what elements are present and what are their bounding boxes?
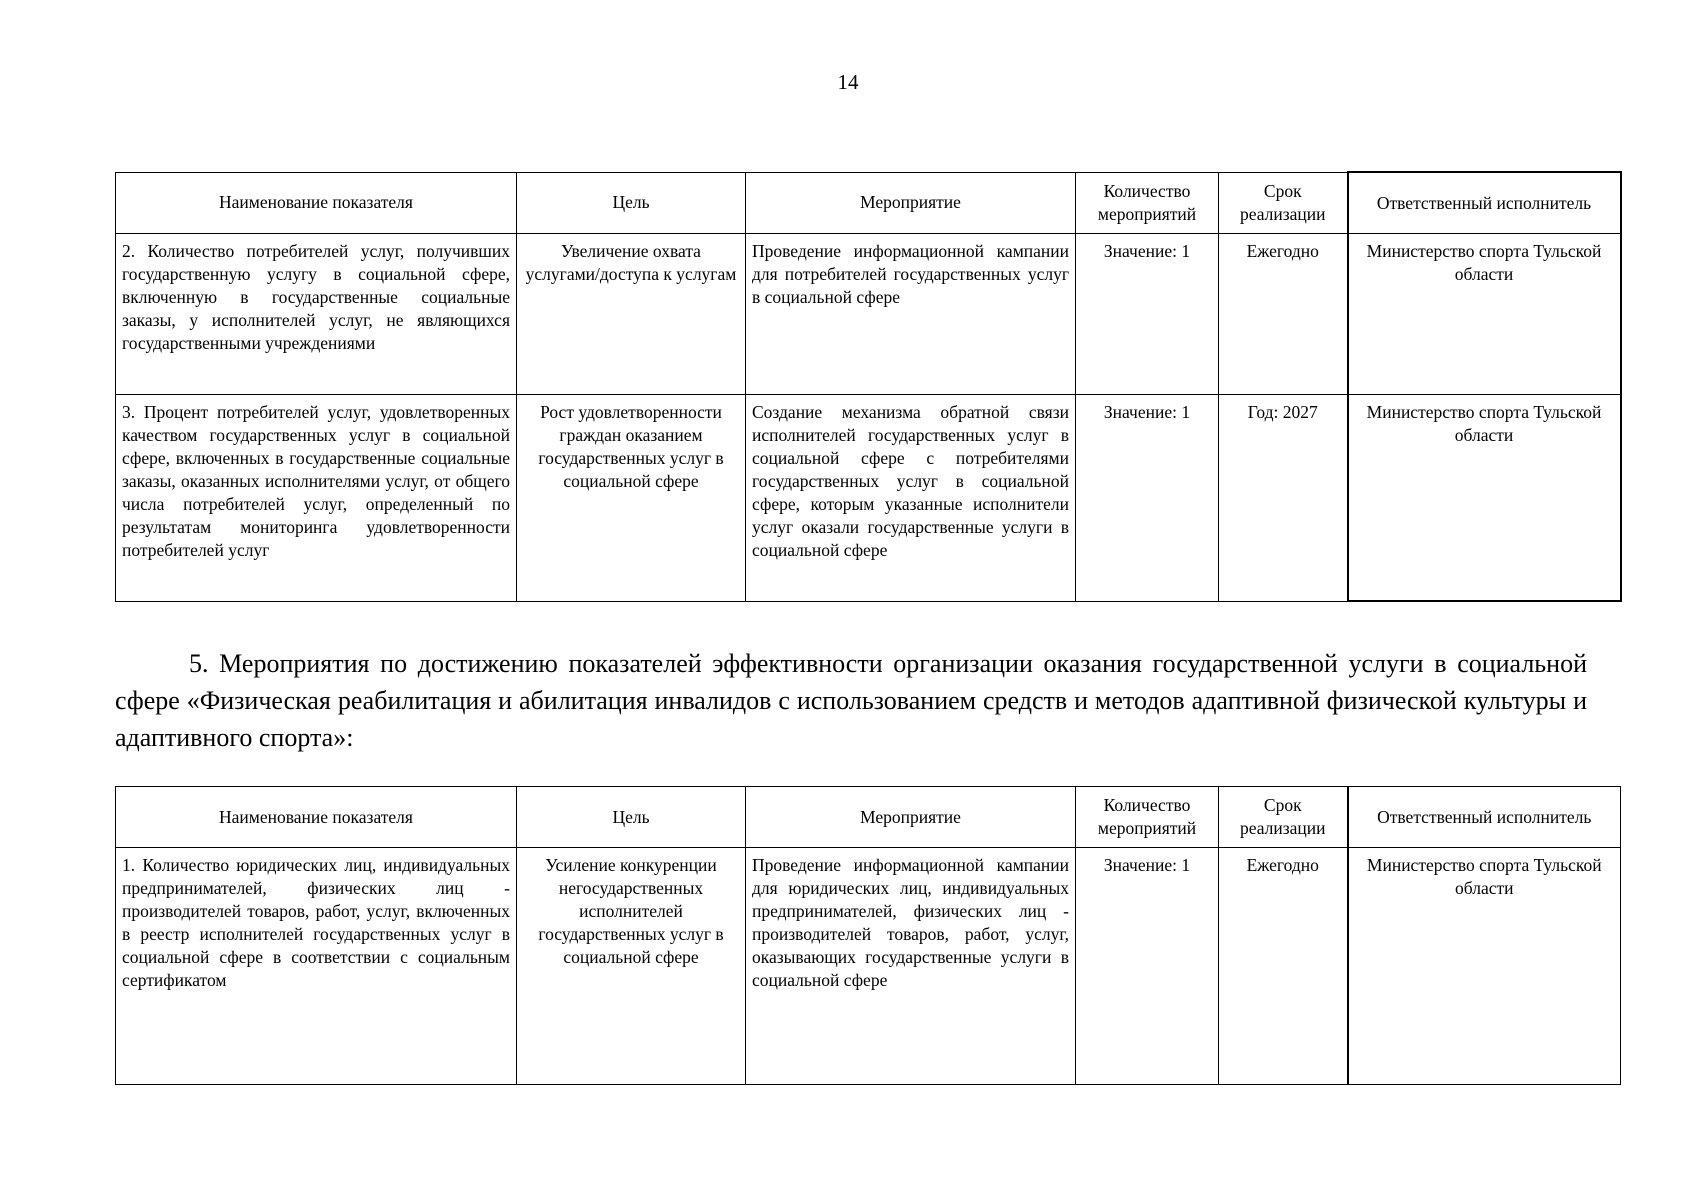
cell-executor: Министерство спорта Тульской области <box>1348 848 1621 1085</box>
header-executor: Ответственный исполнитель <box>1348 172 1621 234</box>
header-term: Срок реализации <box>1219 172 1348 234</box>
cell-count: Значение: 1 <box>1076 395 1219 602</box>
cell-goal: Увеличение охвата услугами/доступа к услугам <box>517 234 746 395</box>
indicators-table-2 <box>115 786 1621 1085</box>
header-term: Срок реализации <box>1219 787 1348 848</box>
cell-count: Значение: 1 <box>1076 234 1219 395</box>
table-row <box>116 395 1621 602</box>
indicators-table-1 <box>115 171 1622 602</box>
header-executor: Ответственный исполнитель <box>1348 787 1621 848</box>
cell-indicator: 2. Количество потребителей услуг, получивших государственную услугу в социальной сфере, включенную в государственные социальные заказы, у исполнителей услуг, не являющихся государственными учреждениями <box>116 234 517 395</box>
header-measure: Мероприятие <box>746 787 1076 848</box>
cell-indicator: 1. Количество юридических лиц, индивидуальных предпринимателей, физических лиц - производителей товаров, работ, услуг, включенных в реестр исполнителей государственных услуг в социальной сфере в соответствии с социальным сертификатом <box>116 848 517 1085</box>
cell-measure: Проведение информационной кампании для потребителей государственных услуг в социальной сфере <box>746 234 1076 395</box>
cell-measure: Создание механизма обратной связи исполнителей государственных услуг в социальной сфере с потребителями государственных услуг в социальной сфере, которым указанные исполнители услуг оказали государственные услуги в социальной сфере <box>746 395 1076 602</box>
cell-term: Ежегодно <box>1219 848 1348 1085</box>
cell-count: Значение: 1 <box>1076 848 1219 1085</box>
cell-executor: Министерство спорта Тульской области <box>1348 395 1621 602</box>
cell-executor: Министерство спорта Тульской области <box>1348 234 1621 395</box>
cell-goal: Рост удовлетворенности граждан оказанием государственных услуг в социальной сфере <box>517 395 746 602</box>
header-indicator: Наименование показателя <box>116 787 517 848</box>
table-header-row <box>116 787 1621 848</box>
header-goal: Цель <box>517 172 746 234</box>
table-header-row <box>116 172 1621 234</box>
header-indicator: Наименование показателя <box>116 172 517 234</box>
cell-term: Ежегодно <box>1219 234 1348 395</box>
table-row <box>116 848 1621 1085</box>
section-heading: 5. Мероприятия по достижению показателей эффективности организации оказания государственной услуги в социальной сфере «Физическая реабилитация и абилитация инвалидов с использованием средств и методов адаптивной физической культуры и адаптивного спорта»: <box>115 649 1587 752</box>
cell-term: Год: 2027 <box>1219 395 1348 602</box>
header-measure: Мероприятие <box>746 172 1076 234</box>
header-count: Количество мероприятий <box>1076 787 1219 848</box>
cell-goal: Усиление конкуренции негосударственных исполнителей государственных услуг в социальной сфере <box>517 848 746 1085</box>
page-number: 14 <box>837 70 859 94</box>
header-goal: Цель <box>517 787 746 848</box>
header-count: Количество мероприятий <box>1076 172 1219 234</box>
table-row <box>116 234 1621 395</box>
cell-indicator: 3. Процент потребителей услуг, удовлетворенных качеством государственных услуг в социальной сфере, включенных в государственные социальные заказы, оказанных исполнителями услуг, от общего числа потребителей услуг, определенный по результатам мониторинга удовлетворенности потребителей услуг <box>116 395 517 602</box>
cell-measure: Проведение информационной кампании для юридических лиц, индивидуальных предпринимателей, физических лиц - производителей товаров, работ, услуг, оказывающих государственные услуги в социальной сфере <box>746 848 1076 1085</box>
